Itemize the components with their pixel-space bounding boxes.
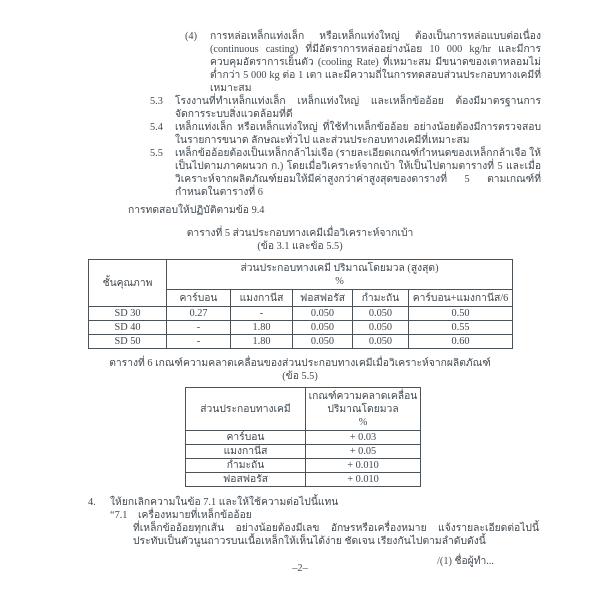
clause-number: 5.5 — [150, 148, 163, 159]
table-cell: - — [167, 335, 231, 349]
element-cell: กำมะถัน — [186, 459, 306, 473]
element-cell: ฟอสฟอรัส — [186, 473, 306, 487]
table-cell: 0.55 — [409, 321, 513, 335]
clause-5-4 — [150, 121, 541, 147]
clause-title: เครื่องหมายที่เหล็กข้ออ้อย — [138, 510, 252, 521]
clause-number: “7.1 — [110, 510, 128, 521]
table-cell: 0.050 — [293, 321, 353, 335]
tolerance-cell: + 0.010 — [306, 459, 421, 473]
column-header: คาร์บอน+แมงกานีส/6 — [409, 290, 513, 307]
group-header-line2: % — [335, 275, 344, 287]
table-cell: 0.050 — [353, 307, 409, 321]
list-marker: (4) — [185, 31, 198, 42]
table-cell: 0.050 — [353, 335, 409, 349]
column-header-grade: ชั้นคุณภาพ — [89, 260, 167, 307]
column-header — [306, 388, 421, 431]
table-cell: 0.50 — [409, 307, 513, 321]
table-cell: 1.80 — [231, 335, 293, 349]
table-row — [89, 260, 513, 290]
table-6-title: ตารางที่ 6 เกณฑ์ความคลาดเคลื่อนของส่วนประกอบทางเคมีเมื่อวิเคราะห์จากผลิตภัณฑ์ — [109, 358, 491, 369]
tolerance-cell: + 0.05 — [306, 445, 421, 459]
column-header-line3: % — [358, 416, 368, 428]
element-cell: แมงกานีส — [186, 445, 306, 459]
clause-7-1-body: ที่เหล็กข้ออ้อยทุกเส้น อย่างน้อยต้องมีเลข อักษรหรือเครื่องหมาย แจ้งรายละเอียดต่อไปนี้ประทับเป็นตัวนูนถาวรบนเนื้อเหล็กให้เห็นได้ง่าย ชัดเจน เรียงกันไปตามลำดับดังนี้ — [133, 523, 539, 547]
tolerance-cell: + 0.010 — [306, 473, 421, 487]
column-header: กำมะถัน — [353, 290, 409, 307]
column-header: แมงกานีส — [231, 290, 293, 307]
group-header — [167, 260, 513, 290]
column-header-line1: เกณฑ์ความคลาดเคลื่อน — [308, 390, 418, 402]
table-row — [89, 321, 513, 335]
table-5-title: ตารางที่ 5 ส่วนประกอบทางเคมีเมื่อวิเคราะห์จากเบ้า — [186, 228, 414, 239]
table-row — [186, 431, 421, 445]
clause-text: การหล่อเหล็กแท่งเล็ก หรือเหล็กแท่งใหญ่ ต้องเป็นการหล่อแบบต่อเนื่อง (continuous casting) ที่มีอัตราการหล่ออย่างน้อย 10 000 kg/hr และมีการควบคุมอัตราการเย็นตัว (cooling Rate) ที่เหมาะสม มีขนาดของเตาหลอมไม่ต่ำกว่า 5 000 kg ต่อ 1 เตา และมีความถี่ในการทดสอบส่วนประกอบทางเคมีที่เหมาะสม — [210, 31, 541, 94]
grade-cell: SD 50 — [89, 335, 167, 349]
table-6-tolerance — [185, 387, 421, 487]
clause-text: เหล็กแท่งเล็ก หรือเหล็กแท่งใหญ่ ที่ใช้ทำเหล็กข้ออ้อย อย่างน้อยต้องมีการตรวจสอบในรายการขนาด ลักษณะทั่วไป และส่วนประกอบทางเคมีที่เหมาะสม — [175, 122, 541, 146]
table-cell: 0.050 — [293, 335, 353, 349]
table-cell: 1.80 — [231, 321, 293, 335]
table-row — [89, 307, 513, 321]
table-6-subtitle: (ข้อ 5.5) — [282, 371, 318, 382]
clause-number: 4. — [88, 497, 96, 508]
group-header-line1: ส่วนประกอบทางเคมี ปริมาณโดยมวล (สูงสุด) — [240, 262, 439, 274]
clause-5-3 — [150, 95, 541, 121]
table-5-subtitle: (ข้อ 3.1 และข้อ 5.5) — [257, 241, 343, 252]
test-method-note: การทดสอบให้ปฏิบัติตามข้อ 9.4 — [128, 205, 265, 216]
continuation-marker: /(1) ชื่อผู้ทำ... — [437, 556, 494, 567]
clause-number: 5.4 — [150, 122, 163, 133]
column-header: ฟอสฟอรัส — [293, 290, 353, 307]
table-cell: 0.60 — [409, 335, 513, 349]
clause-5-5 — [150, 147, 541, 199]
clause-text: ให้ยกเลิกความในข้อ 7.1 และให้ใช้ความต่อไปนี้แทน — [110, 497, 339, 508]
clause-4-main — [88, 496, 540, 509]
column-header: ส่วนประกอบทางเคมี — [186, 388, 306, 431]
table-cell: - — [167, 321, 231, 335]
clause-text: โรงงานที่ทำเหล็กแท่งเล็ก เหล็กแท่งใหญ่ และเหล็กข้ออ้อย ต้องมีมาตรฐานการจัดการระบบสิ่งแวดล้อมที่ดี — [175, 96, 541, 120]
grade-cell: SD 30 — [89, 307, 167, 321]
table-row — [186, 459, 421, 473]
clause-text: เหล็กข้ออ้อยต้องเป็นเหล็กกล้าไม่เจือ (รายละเอียดเกณฑ์กำหนดของเหล็กกล้าเจือ ให้เป็นไปตามภาคผนวก ก.) โดยเมื่อวิเคราะห์จากเบ้า ให้เป็นไปตามตารางที่ 5 และเมื่อวิเคราะห์จากผลิตภัณฑ์ยอมให้มีค่าสูงกว่าค่าสูงสุดของตารางที่ 5 ตามเกณฑ์ที่กำหนดในตารางที่ 6 — [175, 148, 541, 198]
column-header: คาร์บอน — [167, 290, 231, 307]
table-cell: - — [231, 307, 293, 321]
page-number: –2– — [292, 563, 308, 574]
column-header-line2: ปริมาณโดยมวล — [327, 403, 399, 415]
table-cell: 0.27 — [167, 307, 231, 321]
grade-cell: SD 40 — [89, 321, 167, 335]
table-row — [186, 445, 421, 459]
table-cell: 0.050 — [293, 307, 353, 321]
clause-number: 5.3 — [150, 96, 163, 107]
table-row — [186, 473, 421, 487]
table-row — [186, 388, 421, 431]
clause-sub-item-4 — [185, 30, 541, 95]
table-5-chemical-composition — [88, 259, 513, 349]
table-cell: 0.050 — [353, 321, 409, 335]
tolerance-cell: + 0.03 — [306, 431, 421, 445]
element-cell: คาร์บอน — [186, 431, 306, 445]
table-row — [89, 335, 513, 349]
clause-7-1-heading — [110, 509, 540, 522]
